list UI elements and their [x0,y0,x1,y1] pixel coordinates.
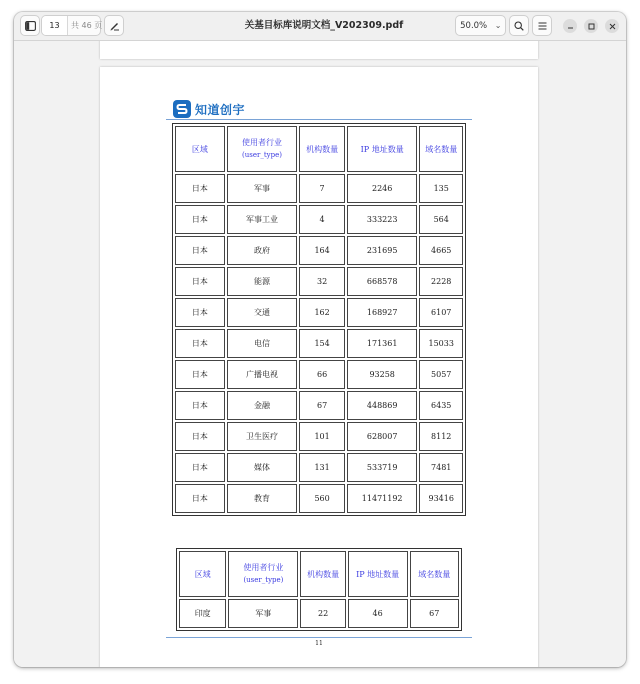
column-header [347,126,418,172]
table-cell: 2246 [347,174,418,203]
table-cell: 6107 [419,298,463,327]
header-bar [14,12,626,41]
table-row [175,453,463,482]
sidebar-toggle-button[interactable] [20,15,40,36]
page-number-input[interactable] [42,16,68,35]
close-icon [609,23,616,30]
table-row [175,205,463,234]
column-header [228,551,298,597]
column-header [179,551,226,597]
table-cell: 93258 [347,360,418,389]
window-title: 关基目标库说明文档_V202309.pdf [244,20,404,31]
header-label: 区域 [191,144,208,154]
table-cell: 广播电视 [227,360,298,389]
header-label: (user_type) [242,151,282,159]
table-cell: 金融 [227,391,298,420]
document-view[interactable] [14,41,626,667]
table-cell: 4665 [419,236,463,265]
table-cell: 131 [299,453,345,482]
table-cell: 能源 [227,267,298,296]
table-cell: 67 [299,391,345,420]
annotate-button[interactable] [104,15,124,36]
header-label: 使用者行业 [242,138,283,147]
maximize-button[interactable] [584,19,598,33]
table-row [175,236,463,265]
table-row [175,329,463,358]
table-cell: 军事工业 [227,205,298,234]
table-cell: 日本 [175,236,225,265]
footer-rule [166,637,472,638]
table-cell: 日本 [175,422,225,451]
table-cell: 媒体 [227,453,298,482]
column-header [410,551,459,597]
column-header [227,126,298,172]
table-cell: 171361 [347,329,418,358]
table-row [175,174,463,203]
table-cell: 101 [299,422,345,451]
table-cell: 66 [299,360,345,389]
table-cell: 交通 [227,298,298,327]
hamburger-icon [538,22,547,30]
table-cell: 7 [299,174,345,203]
table-cell: 日本 [175,174,225,203]
table-cell: 231695 [347,236,418,265]
zoom-selector[interactable] [455,15,506,36]
table-cell: 22 [300,599,345,628]
table-cell: 日本 [175,484,225,513]
table-cell: 162 [299,298,345,327]
search-button[interactable] [509,15,529,36]
table-cell: 日本 [175,453,225,482]
table-row [175,422,463,451]
total-pages-label: 共 46 页 [71,21,103,30]
table-row [175,360,463,389]
table-cell: 164 [299,236,345,265]
minimize-button[interactable] [563,19,577,33]
table-cell: 93416 [419,484,463,513]
table-row [175,484,463,513]
search-icon [514,21,524,31]
column-header [175,126,225,172]
header-label: IP 地址数量 [360,144,404,154]
table-cell: 560 [299,484,345,513]
header-rule [166,119,472,120]
table-row [175,267,463,296]
table-row [175,298,463,327]
maximize-icon [588,23,595,30]
table-cell: 军事 [228,599,298,628]
column-header [419,126,463,172]
stats-table-japan [172,123,466,516]
header-label: 使用者行业 [243,563,284,572]
table-cell: 教育 [227,484,298,513]
minimize-icon [567,23,574,30]
table-cell: 448869 [347,391,418,420]
table-cell: 4 [299,205,345,234]
table-cell: 154 [299,329,345,358]
table-cell: 668578 [347,267,418,296]
column-header [348,551,408,597]
header-label: 域名数量 [418,569,451,579]
zoom-level: 50.0% [460,20,488,31]
logo-mark-icon [172,99,192,119]
table-cell: 日本 [175,205,225,234]
table-row [179,599,459,628]
table-cell: 564 [419,205,463,234]
table-cell: 11471192 [347,484,418,513]
sidebar-icon [25,21,36,31]
table-cell: 2228 [419,267,463,296]
column-header [299,126,345,172]
table-cell: 电信 [227,329,298,358]
current-page [100,67,538,667]
table-cell: 46 [348,599,408,628]
table-cell: 32 [299,267,345,296]
table-cell: 8112 [419,422,463,451]
pdf-viewer-window [14,12,626,667]
header-label: 域名数量 [425,144,458,154]
page-number: 11 [315,640,323,647]
table-header-row [179,551,459,597]
header-label: 区域 [194,569,211,579]
table-cell: 政府 [227,236,298,265]
table-cell: 168927 [347,298,418,327]
header-label: IP 地址数量 [356,569,400,579]
main-menu-button[interactable] [532,15,552,36]
table-cell: 日本 [175,391,225,420]
close-button[interactable] [605,19,619,33]
logo-text: 知道创宇 [195,102,246,117]
table-cell: 日本 [175,267,225,296]
table-cell: 135 [419,174,463,203]
stats-table-india [176,548,462,631]
header-label: (user_type) [243,576,284,584]
table-cell: 日本 [175,360,225,389]
header-label: 机构数量 [306,144,339,154]
table-cell: 333223 [347,205,418,234]
table-cell: 军事 [227,174,298,203]
table-row [175,391,463,420]
table-cell: 6435 [419,391,463,420]
page-navigator [41,15,101,36]
table-cell: 7481 [419,453,463,482]
table-cell: 67 [410,599,459,628]
pen-icon [109,20,120,31]
table-cell: 日本 [175,329,225,358]
table-cell: 15033 [419,329,463,358]
header-label: 机构数量 [307,569,340,579]
chevron-down-icon: ⌄ [494,21,502,30]
company-logo [172,99,245,119]
table-cell: 628007 [347,422,418,451]
column-header [300,551,345,597]
table-cell: 5057 [419,360,463,389]
table-cell: 卫生医疗 [227,422,298,451]
table-cell: 日本 [175,298,225,327]
table-cell: 印度 [179,599,226,628]
table-header-row [175,126,463,172]
previous-page [100,41,538,59]
table-cell: 533719 [347,453,418,482]
